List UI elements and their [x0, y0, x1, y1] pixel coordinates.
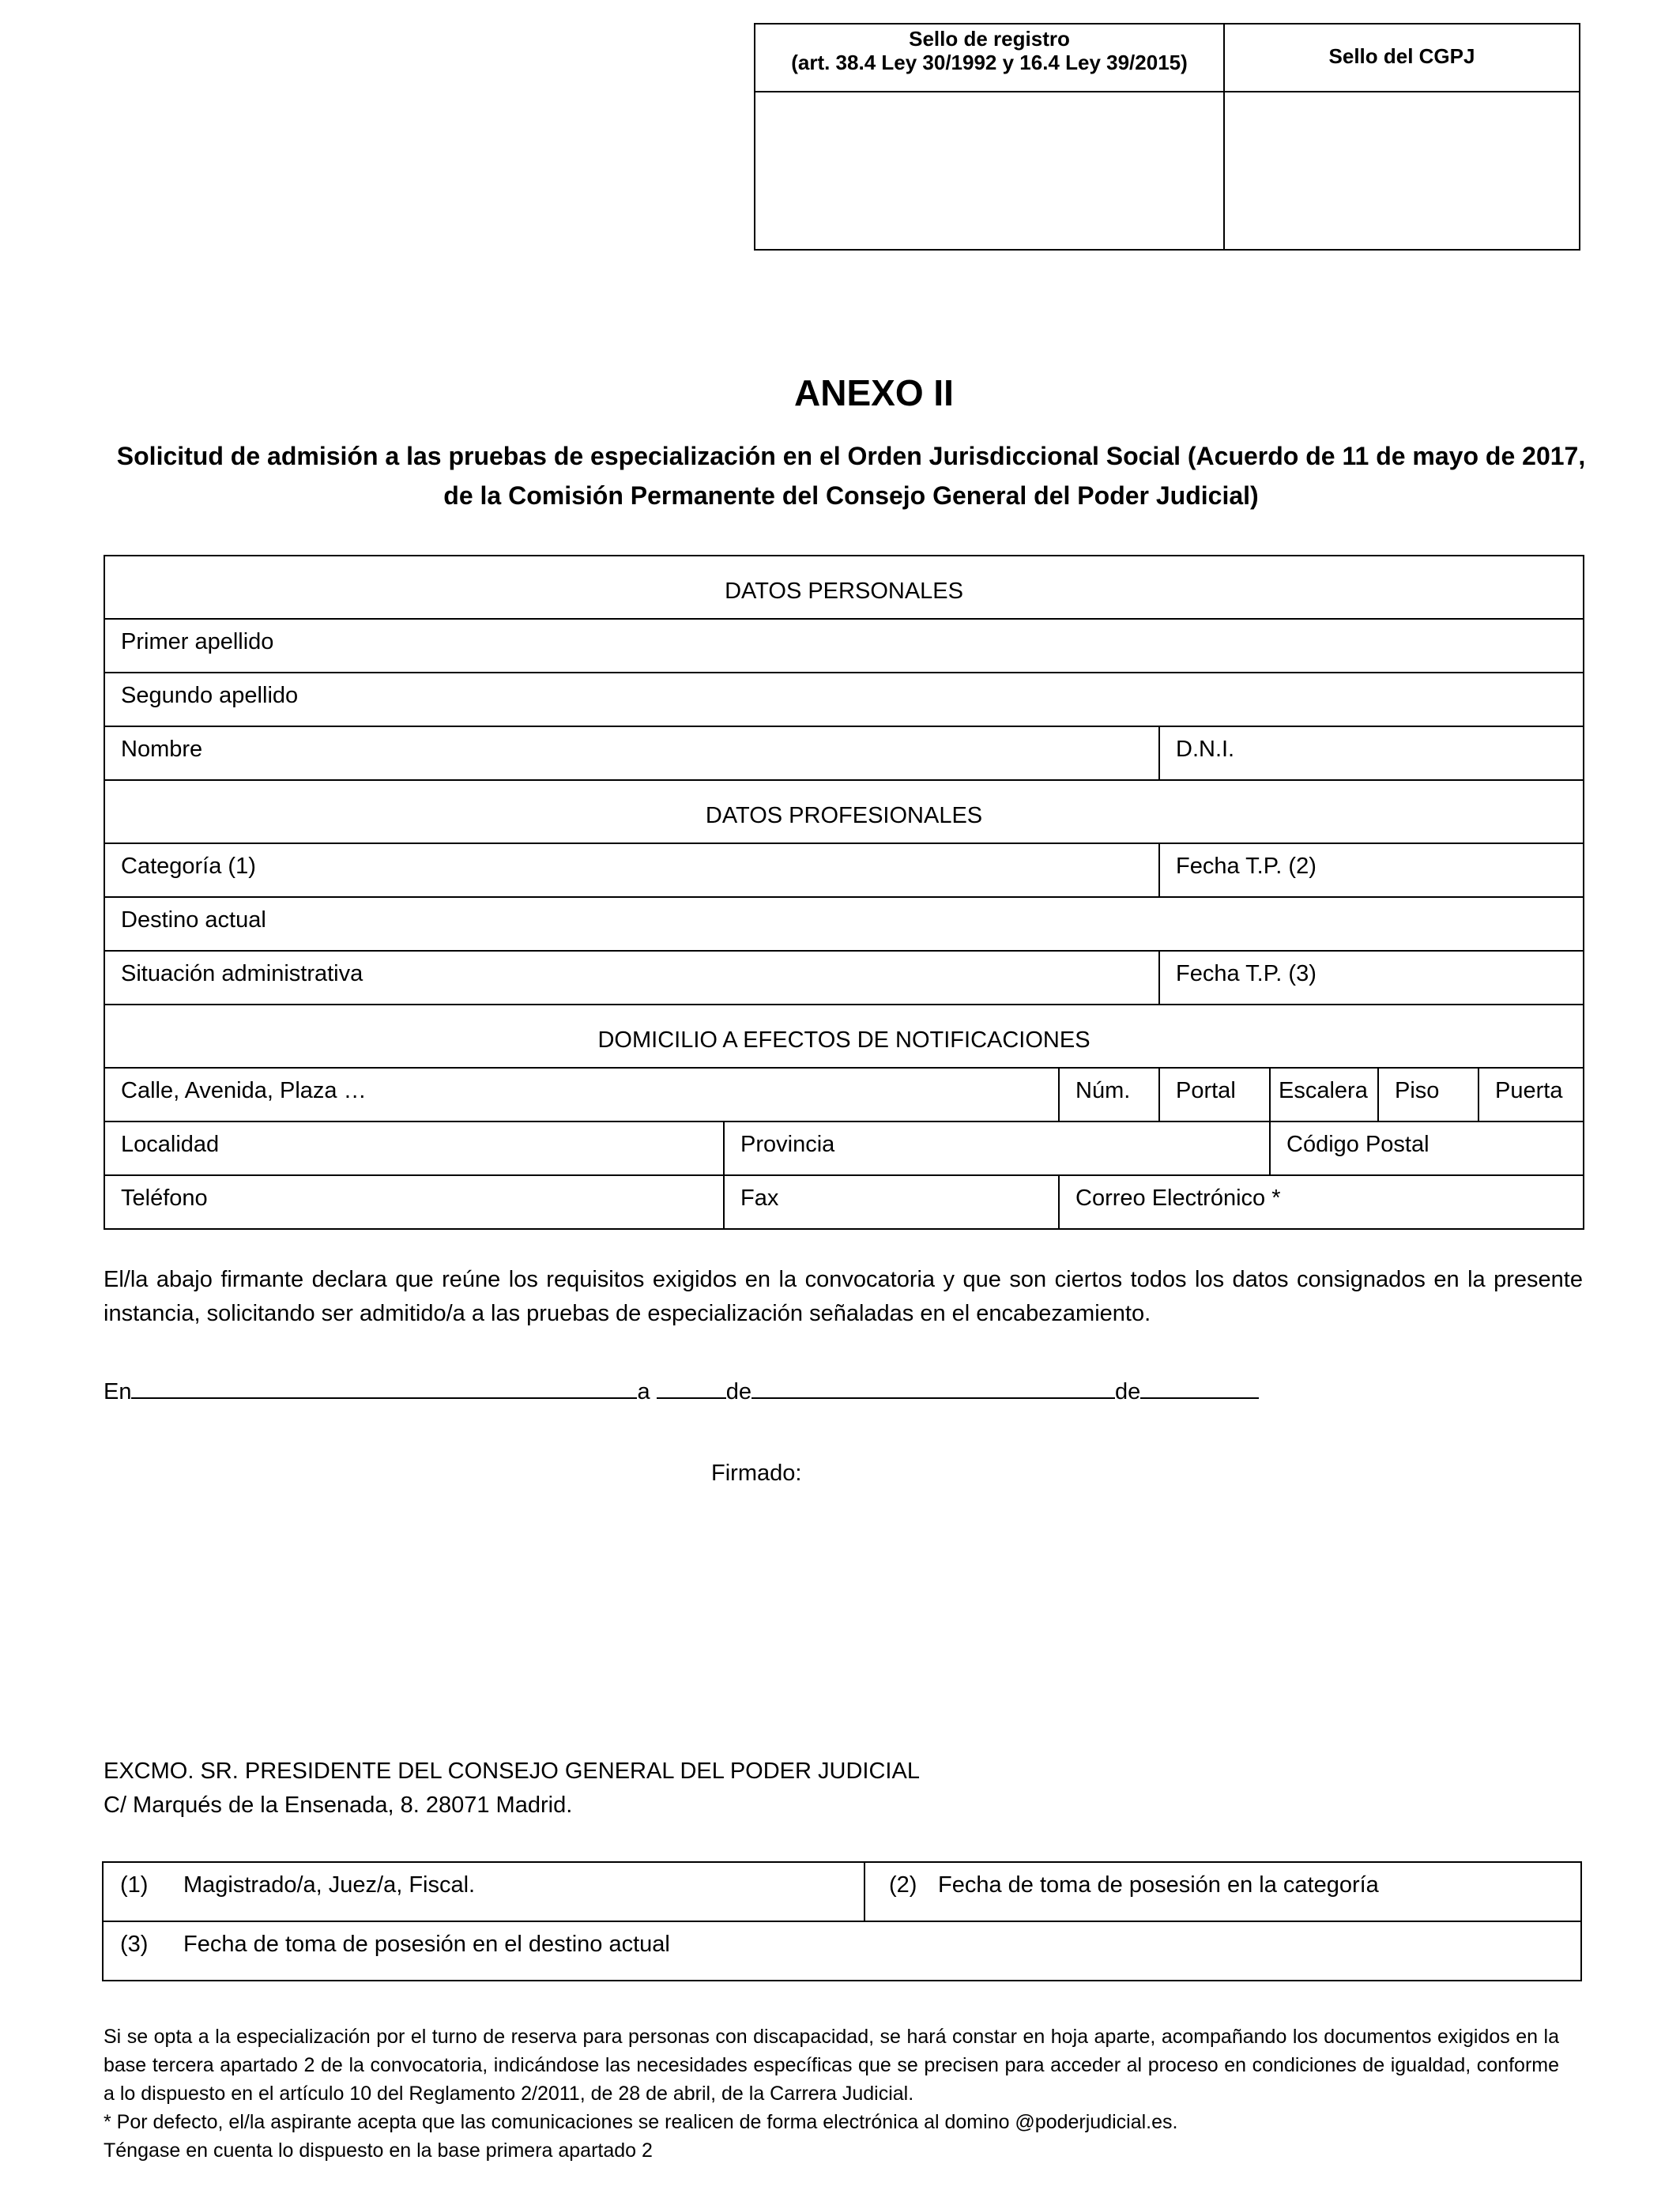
notes-table	[102, 1861, 1582, 1981]
registro-stamp-title: Sello de registro	[909, 27, 1070, 51]
field-telefono[interactable]	[104, 1175, 724, 1229]
label-fax: Fax	[740, 1186, 779, 1211]
field-nombre[interactable]	[104, 726, 1159, 780]
label-de-2: de	[1114, 1379, 1141, 1404]
field-categoria[interactable]	[104, 843, 1159, 897]
addressee-line-2: C/ Marqués de la Ensenada, 8. 28071 Madrid.	[104, 1793, 573, 1818]
label-provincia: Provincia	[740, 1132, 835, 1157]
place-date-line	[104, 1376, 1259, 1405]
registro-stamp-area[interactable]	[755, 92, 1224, 250]
note-2-text: Fecha de toma de posesión en la categoría	[938, 1872, 1379, 1898]
label-localidad: Localidad	[121, 1132, 220, 1157]
footer-note-discapacidad: Si se opta a la especialización por el turno de reserva para personas con discapacidad, se hará constar en hoja aparte, acompañando los documentos exigidos en la base tercera apartado 2 de la convocatoria, indicándose las necesidades específicas que se precisen para acceder al proceso en condiciones de igualdad, conforme a lo dispuesto en el artículo 10 del Reglamento 2/2011, de 28 de abril, de la Carrera Judicial.	[104, 2026, 1559, 2105]
label-a: a	[637, 1379, 650, 1404]
label-categoria: Categoría (1)	[121, 854, 256, 879]
registro-stamp-header	[755, 24, 1224, 92]
blank-lugar[interactable]	[131, 1376, 637, 1399]
registro-stamp-ref: (art. 38.4 Ley 30/1992 y 16.4 Ley 39/2015)	[791, 51, 1188, 74]
label-destino-actual: Destino actual	[121, 907, 266, 933]
addressee-line-1: EXCMO. SR. PRESIDENTE DEL CONSEJO GENERAL DEL PODER JUDICIAL	[104, 1759, 920, 1784]
label-calle: Calle, Avenida, Plaza …	[121, 1078, 367, 1103]
label-primer-apellido: Primer apellido	[121, 629, 274, 654]
label-codigo-postal: Código Postal	[1286, 1132, 1430, 1157]
field-puerta[interactable]	[1478, 1068, 1584, 1122]
page-title: ANEXO II	[794, 372, 954, 413]
cgpj-stamp-title: Sello del CGPJ	[1328, 44, 1475, 68]
application-form	[104, 555, 1584, 1230]
label-nombre: Nombre	[121, 737, 203, 762]
field-fax[interactable]	[724, 1175, 1059, 1229]
field-calle[interactable]	[104, 1068, 1059, 1122]
note-1-number: (1)	[120, 1872, 149, 1898]
label-dni: D.N.I.	[1176, 737, 1235, 762]
label-telefono: Teléfono	[121, 1186, 208, 1211]
footer-note-base: Téngase en cuenta lo dispuesto en la base primera apartado 2	[104, 2139, 653, 2162]
field-codigo-postal[interactable]	[1270, 1122, 1584, 1175]
label-puerta: Puerta	[1495, 1078, 1563, 1103]
blank-dia[interactable]	[657, 1376, 726, 1399]
field-destino-actual[interactable]	[104, 897, 1584, 951]
field-provincia[interactable]	[724, 1122, 1270, 1175]
cgpj-stamp-area[interactable]	[1224, 92, 1580, 250]
field-portal[interactable]	[1159, 1068, 1270, 1122]
note-3-number: (3)	[120, 1932, 149, 1957]
stamp-box	[754, 23, 1580, 251]
section-datos-personales: DATOS PERSONALES	[104, 556, 1584, 619]
label-correo: Correo Electrónico *	[1075, 1186, 1281, 1211]
page-subtitle: Solicitud de admisión a las pruebas de especialización en el Orden Jurisdiccional Social (Acuerdo de 11 de mayo de 2017, de la Comisión Permanente del Consejo General del Poder Judicial)	[116, 442, 1586, 510]
label-fecha-tp-3: Fecha T.P. (3)	[1176, 961, 1317, 986]
cgpj-stamp-header	[1224, 24, 1580, 92]
label-portal: Portal	[1176, 1078, 1236, 1103]
note-1	[103, 1862, 864, 1921]
field-segundo-apellido[interactable]	[104, 673, 1584, 726]
note-3	[103, 1921, 1581, 1981]
signature-label: Firmado:	[711, 1461, 802, 1486]
label-num: Núm.	[1075, 1078, 1131, 1103]
field-fecha-tp-3[interactable]	[1159, 951, 1584, 1005]
label-piso: Piso	[1395, 1078, 1440, 1103]
field-primer-apellido[interactable]	[104, 619, 1584, 673]
declaration-text: El/la abajo firmante declara que reúne los requisitos exigidos en la convocatoria y que son ciertos todos los datos consignados en la presente instancia, solicitando ser admitido/a a las pruebas de especialización señaladas en el encabezamiento.	[104, 1267, 1583, 1326]
label-escalera: Escalera	[1279, 1078, 1368, 1103]
label-situacion-administrativa: Situación administrativa	[121, 961, 363, 986]
field-situacion-administrativa[interactable]	[104, 951, 1159, 1005]
label-segundo-apellido: Segundo apellido	[121, 683, 299, 708]
field-num[interactable]	[1059, 1068, 1159, 1122]
note-2-number: (2)	[889, 1872, 917, 1898]
field-escalera[interactable]	[1270, 1068, 1378, 1122]
note-1-text: Magistrado/a, Juez/a, Fiscal.	[183, 1872, 476, 1898]
field-piso[interactable]	[1378, 1068, 1478, 1122]
section-datos-profesionales: DATOS PROFESIONALES	[104, 780, 1584, 843]
label-de-1: de	[725, 1379, 751, 1404]
addressee-block	[104, 1755, 920, 1823]
footer-note-electronica: * Por defecto, el/la aspirante acepta que las comunicaciones se realicen de forma electrónica al domino @poderjudicial.es.	[104, 2111, 1178, 2133]
field-dni[interactable]	[1159, 726, 1584, 780]
label-fecha-tp-2: Fecha T.P. (2)	[1176, 854, 1317, 879]
field-localidad[interactable]	[104, 1122, 724, 1175]
note-3-text: Fecha de toma de posesión en el destino actual	[183, 1932, 670, 1957]
section-domicilio: DOMICILIO A EFECTOS DE NOTIFICACIONES	[104, 1005, 1584, 1068]
blank-mes[interactable]	[751, 1376, 1115, 1399]
field-correo[interactable]	[1059, 1175, 1584, 1229]
blank-anio[interactable]	[1140, 1376, 1259, 1399]
field-fecha-tp-2[interactable]	[1159, 843, 1584, 897]
label-en: En	[104, 1379, 132, 1404]
note-2	[864, 1862, 1581, 1921]
footer-notes	[104, 2022, 1559, 2165]
